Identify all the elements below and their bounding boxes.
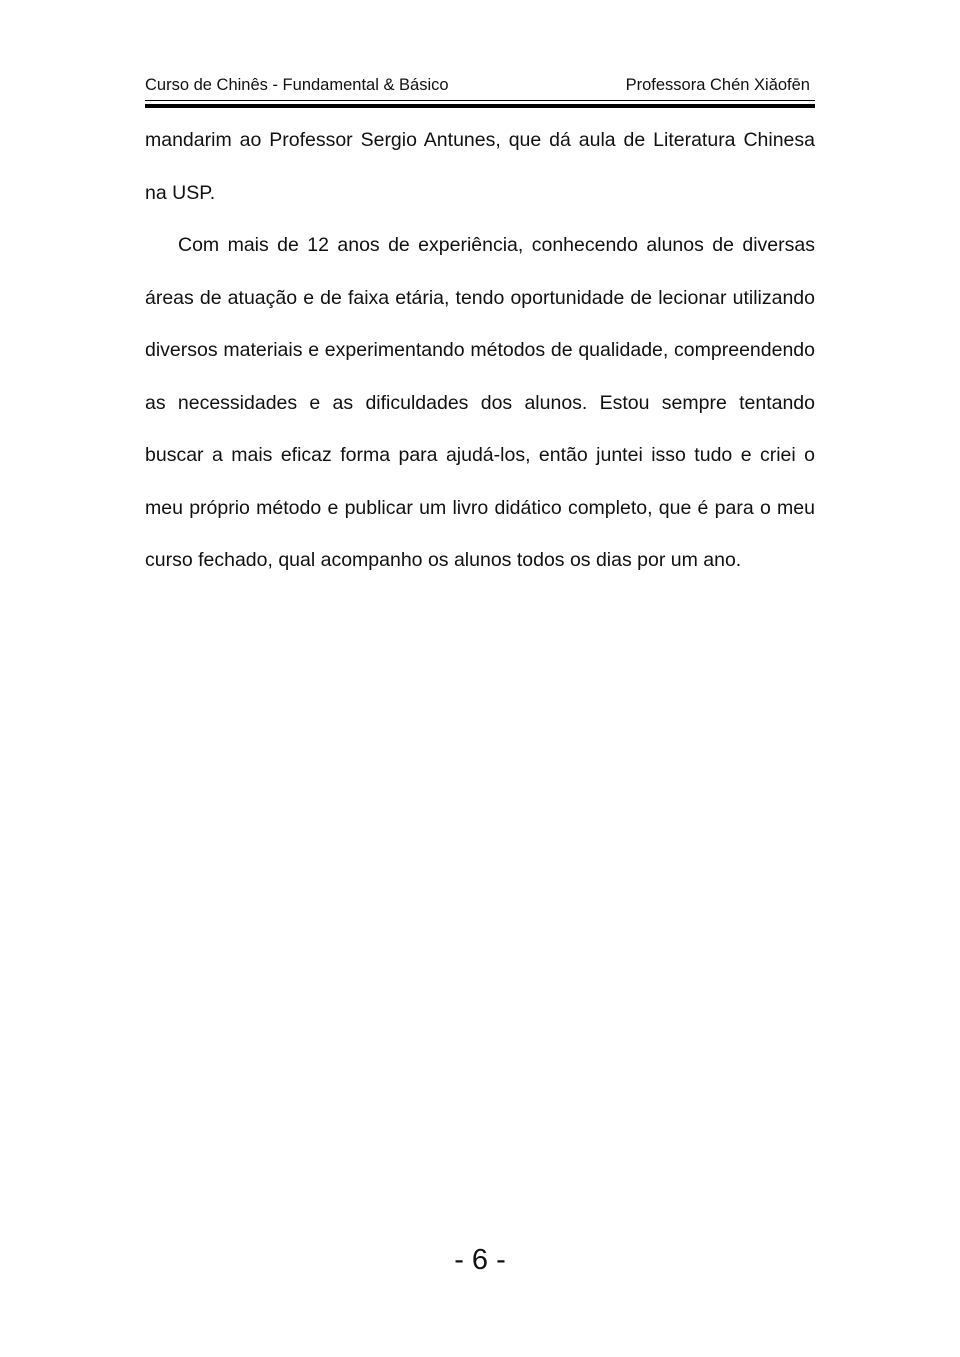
page-header: [145, 72, 815, 98]
header-rule-thin: [145, 100, 815, 101]
page-number: - 6 -: [454, 1244, 506, 1276]
header-course-title: Curso de Chinês - Fundamental & Básico: [145, 76, 449, 94]
paragraph-experience: Com mais de 12 anos de experiência, conhecendo alunos de diversas áreas de atuação e de faixa etária, tendo oportunidade de lecionar utilizando diversos materiais e experimentando métodos de qualidade, compreendendo as necessidades e as dificuldades dos alunos. Estou sempre tentando buscar a mais eficaz forma para ajudá-los, então juntei isso tudo e criei o meu próprio método e publicar um livro didático completo, que é para o meu curso fechado, qual acompanho os alunos todos os dias por um ano.: [145, 234, 815, 571]
body-text: [145, 114, 815, 587]
header-rule-thick: [145, 104, 815, 108]
paragraph-continuation: mandarim ao Professor Sergio Antunes, que dá aula de Literatura Chinesa na USP.: [145, 129, 815, 204]
header-author: Professora Chén Xiǎofēn: [625, 76, 810, 94]
